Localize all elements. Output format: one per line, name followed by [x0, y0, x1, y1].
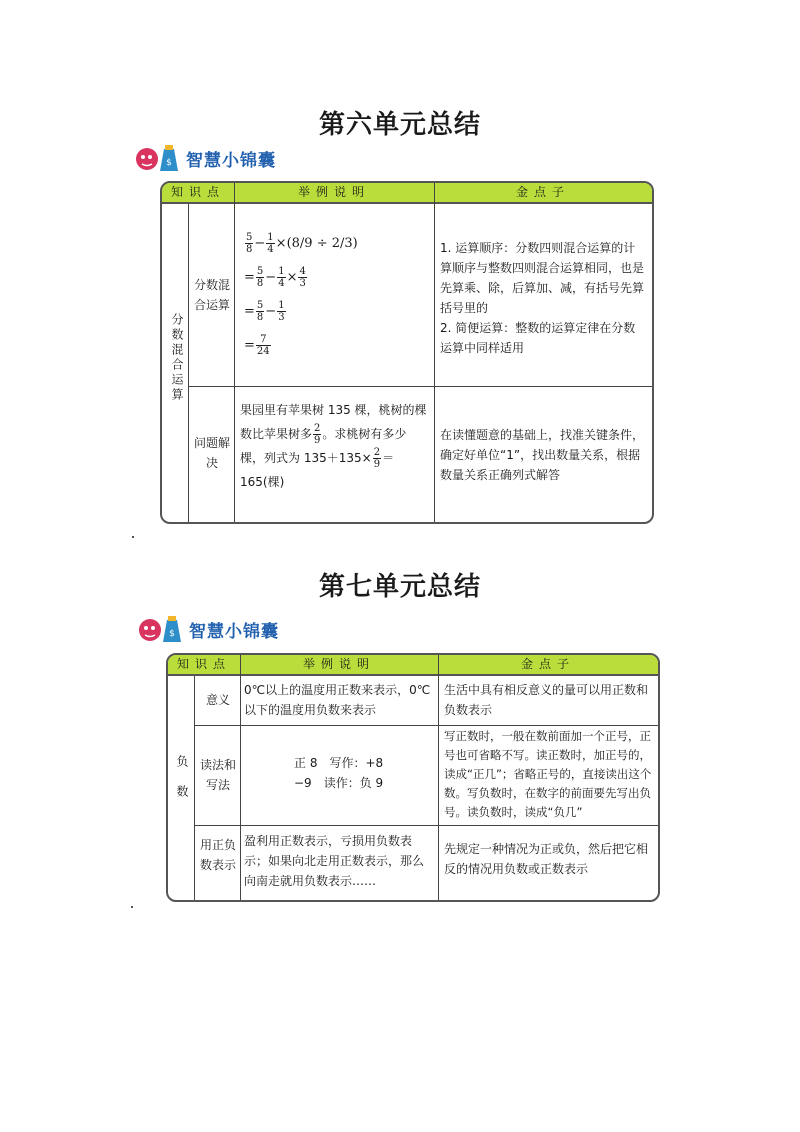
unit7-row3-topic: 用正负数表示 — [199, 838, 236, 872]
unit7-row3-example: 盈利用正数表示，亏损用负数表示；如果向北走用正数表示，那么向南走就用负数表示…… — [244, 834, 425, 888]
unit7-row2-tip: 写正数时，一般在数前面加一个正号，正号也可省略不写。读正数时，加正号的，读成“正几”；省略正号的，直接读出这个数。写负数时，在数字的前面要先写出负号。读负数时，读成“负几” — [444, 729, 652, 819]
header-tips: 金点子 — [520, 657, 575, 671]
unit6-row1-topic: 分数混合运算 — [193, 278, 230, 312]
header-example: 举例说明 — [302, 657, 375, 671]
equation-line: = $\frac{5}{8}$ − $\frac{1}{4}$ × $\frac{4}{3}$ — [244, 266, 306, 289]
equation-line: = $\frac{7}{24}$ — [244, 334, 270, 357]
equation-line: $\frac{5}{8}$ − $\frac{1}{4}$ ×(8/9 ÷ 2/3) — [246, 232, 358, 255]
svg-text:$: $ — [166, 158, 172, 168]
unit6-row2-tip: 在读懂题意的基础上，找准关键条件，确定好单位“1”，找出数量关系，根据数量关系正确列式解答 — [440, 428, 645, 482]
grid-line — [188, 204, 189, 522]
example-line: −9 读作：负 9 — [294, 776, 384, 790]
unit7-row2-topic: 读法和写法 — [199, 758, 236, 792]
grid-line — [438, 655, 439, 900]
unit7-row3-tip: 先规定一种情况为正或负，然后把它相反的情况用负数或正数表示 — [444, 842, 649, 876]
example-line: 正 8 写作：+8 — [294, 756, 384, 770]
unit7-category: 负数 — [175, 755, 189, 815]
mascot-icon — [137, 612, 185, 646]
mascot-icon — [134, 141, 182, 175]
grid-line — [194, 676, 195, 900]
unit7-badge-text: 智慧小锦囊 — [189, 621, 279, 642]
unit6-table-header — [162, 183, 652, 204]
grid-line — [240, 655, 241, 900]
unit6-table — [160, 181, 654, 524]
header-knowledge: 知识点 — [170, 185, 225, 199]
grid-line — [194, 725, 658, 726]
unit7-title: 第七单元总结 — [318, 572, 481, 602]
unit7-table-header — [168, 655, 658, 676]
header-knowledge: 知识点 — [176, 657, 231, 671]
unit6-row1-tip: 1. 运算顺序：分数四则混合运算的计算顺序与整数四则混合运算相同，也是先算乘、除，后算加、减，有括号先算括号里的 2. 简便运算：整数的运算定律在分数运算中同样适用 — [440, 241, 645, 355]
header-tips: 金点子 — [515, 185, 570, 199]
unit6-row2-topic: 问题解决 — [193, 436, 230, 470]
unit7-row1-tip: 生活中具有相反意义的量可以用正数和负数表示 — [444, 683, 649, 717]
grid-line — [188, 386, 652, 387]
unit7-badge — [137, 611, 279, 647]
grid-line — [434, 183, 435, 522]
unit6-badge-text: 智慧小锦囊 — [186, 150, 276, 171]
page-mark — [131, 906, 133, 908]
unit7-table — [166, 653, 660, 902]
unit6-row1-example — [234, 204, 434, 386]
unit7-row1-example: 0℃以上的温度用正数来表示，0℃以下的温度用负数来表示 — [244, 683, 431, 717]
unit6-category: 分数混合运算 — [170, 313, 184, 403]
unit7-row2-example — [294, 753, 434, 793]
unit6-row2-example: 果园里有苹果树 135 棵，桃树的棵数比苹果树多 $\frac{2}{9}$ 。求桃树有多少棵，列式为 135＋135× $\frac{2}{9}$ ＝165(棵) — [240, 403, 427, 489]
header-example: 举例说明 — [297, 185, 370, 199]
equation-line: = $\frac{5}{8}$ − $\frac{1}{3}$ — [244, 300, 285, 323]
page-mark — [132, 536, 134, 538]
grid-line — [194, 825, 658, 826]
unit7-row1-topic: 意义 — [205, 693, 230, 707]
svg-text:$: $ — [169, 629, 175, 639]
unit6-title: 第六单元总结 — [318, 110, 481, 140]
unit6-badge — [134, 140, 276, 176]
